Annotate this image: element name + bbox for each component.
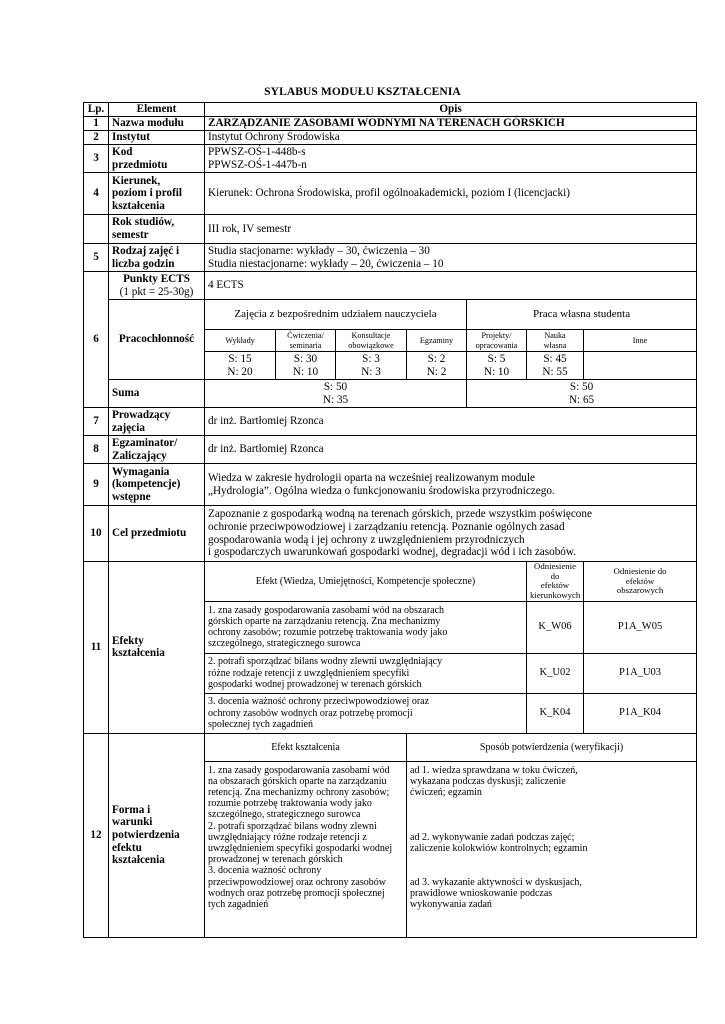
hours-extramural: Studia niestacjonarne: wykłady – 20, ćwiczenia – 10 [208,257,444,270]
element-line: Rok studiów, [112,216,175,229]
element-line: Kierunek, [112,174,161,187]
element-line: efektu [112,841,142,854]
header-opis: Opis [205,103,697,117]
text-line: ad 1. wiedza sprawdzana w toku ćwiczeń, [410,764,578,776]
text-line: 1. zna zasady gospodarowania zasobami wód na obszarach [208,604,445,616]
text-line: ochronie przeciwpowodziowej i zarządzaniu retencją. Poznanie ogólnych zasad [208,520,565,533]
text-line: retencją. Zna mechanizmy ochrony zasobów; [208,787,390,799]
val-s: S: 5 [487,352,506,365]
verification-method-header: Sposób potwierdzenia (weryfikacji) [407,733,697,761]
col-label: Nauka [544,331,566,341]
objective-value [205,506,697,562]
text-line: 2. potrafi sporządzać bilans wodny zlewni uwzględniający [208,656,443,668]
val-n: N: 20 [227,365,253,378]
val-consultations [336,352,407,380]
row-lp: 10 [84,506,109,562]
val-n: N: 3 [361,365,381,378]
row-lp: 1 [84,117,109,131]
hours-stationary: Studia stacjonarne: wykłady – 30, ćwiczenia – 30 [208,244,430,257]
header-line: obszarowych [616,585,664,596]
row-lp: 2 [84,131,109,145]
col-label: Egzaminy [419,335,454,345]
examiner-value: dr inż. Bartłomiej Rzonca [205,436,697,464]
row-element: Instytut [109,131,205,145]
row-ects [84,272,697,300]
col-label: obowiązkowe [348,340,394,350]
text-line: ochrony zasobów wodnych oraz potrzebę promocji [208,707,413,719]
row-class-type [84,244,697,272]
element-line: Punkty ECTS [123,272,190,285]
col-label-projects [467,330,527,352]
text-line: prawidłowe wnioskowanie podczas [410,887,553,899]
text-line: szczególnego, strategicznego surowca [208,638,361,650]
row-element [109,436,205,464]
header-line: kierunkowych [530,590,581,601]
row-lp: 6 [84,300,109,380]
val-s: S: 30 [293,352,318,365]
element-line: wstępne [112,490,151,503]
text-line: przeciwpowodziowej oraz ochrony zasobów [208,876,386,888]
val-exercises [276,352,336,380]
ects-value: 4 ECTS [205,272,697,300]
row-element [109,145,205,173]
text-line: 3. docenia ważność ochrony [208,865,322,877]
row-outcomes-header [84,562,697,602]
text-line: szczególnego, strategicznego surowca [208,809,361,821]
element-line: Kod [112,145,133,158]
row-prerequisites [84,464,697,506]
sum-own-n: N: 65 [568,393,595,406]
class-type-value [205,244,697,272]
text-line: ćwiczeń; egzamin [410,787,482,799]
col-label-exams [407,330,467,352]
row-lp-empty [84,272,109,300]
year-value: III rok, IV semestr [205,215,697,244]
code-stationary: PPWSZ-OŚ-1-448b-s [208,145,306,158]
verification-effects [205,761,407,937]
header-line: efektów [625,575,655,586]
element-line: Zaliczający [112,449,167,462]
col-label: Ćwiczenia/ [287,331,324,341]
sum-own [467,380,697,408]
row-objective [84,506,697,562]
row-verification-header [84,733,697,761]
header-lp: Lp. [84,103,109,117]
col-label: seminaria [289,340,322,350]
sum-contact [205,380,467,408]
row-element [109,244,205,272]
text-line: na obszarach górskich oparte na zarządzaniu [208,775,387,787]
col-label-self-study [527,330,584,352]
element-line: kształcenia [112,854,165,867]
module-name-value: ZARZĄDZANIE ZASOBAMI WODNYMI NA TERENACH GÓRSKICH [205,117,697,131]
val-s: S: 2 [427,352,446,365]
text-line: 1. zna zasady gospodarowania zasobami wód [208,764,390,776]
text-line: Zapoznanie z gospodarką wodną na terenach górskich, przede wszystkim poświęcone [208,508,592,521]
header-line: Odniesienie do [533,561,577,581]
text-line: 3. docenia ważność ochrony przeciwpowodziowej oraz [208,696,430,708]
val-n: N: 2 [426,365,447,378]
text-line: wykonywania zadań [410,898,492,910]
element-line: warunki [112,816,153,829]
sum-contact-n: N: 35 [322,393,349,406]
element-line: (kompetencje) [112,478,181,491]
outcome-kier: K_U02 [527,653,584,693]
row-lecturer [84,408,697,436]
element-line: Forma i [112,803,151,816]
outcome-kier: K_K04 [527,693,584,733]
row-element [109,562,205,734]
col-label: Wykłady [225,335,255,345]
text-line: wodnych oraz potrzebę promocji społecznej [208,887,385,899]
outcome-text [205,601,527,653]
row-examiner [84,436,697,464]
element-line: Prowadzący [112,408,171,421]
outcome-kier-header [527,562,584,602]
element-line: Efekty [112,634,144,647]
text-line: gospodarki wodnej prowadzonej w terenach górskich [208,678,422,690]
text-line: ad 3. wykazanie aktywności w dyskusjach, [410,876,582,888]
code-value [205,145,697,173]
val-lectures [205,352,276,380]
row-lp: 12 [84,733,109,937]
element-line: Wymagania [112,465,170,478]
outcome-text [205,693,527,733]
col-label-lectures [205,330,276,352]
row-element [109,733,205,937]
row-field [84,173,697,215]
text-line: różne rodzaje retencji z uwzględnieniem specyfiki [208,667,410,679]
group-contact-hours: Zajęcia z bezpośrednim udziałem nauczyciela [205,300,467,330]
row-lp: 8 [84,436,109,464]
verification-methods [407,761,697,937]
row-element: Nazwa modułu [109,117,205,131]
outcome-obsz: P1A_W05 [584,601,697,653]
document-title: SYLABUS MODUŁU KSZTAŁCENIA [264,86,461,98]
outcome-obsz: P1A_K04 [584,693,697,733]
val-s: S: 3 [362,352,380,365]
element-line: (1 pkt = 25-30g) [119,285,194,298]
text-line: zaliczenie kolokwiów kontrolnych; egzamin [410,843,588,854]
group-own-work: Praca własna studenta [467,300,697,330]
col-label: własna [543,340,567,350]
row-code [84,145,697,173]
sum-label: Suma [109,380,205,408]
outcome-effect-header: Efekt (Wiedza, Umiejętności, Kompetencje społeczne) [205,562,527,602]
code-extramural: PPWSZ-OŚ-1-447b-n [208,158,307,171]
val-n: N: 10 [483,365,510,378]
text-line: Wiedza w zakresie hydrologii oparta na wcześniej realizowanym module [208,471,535,484]
outcome-text [205,653,527,693]
text-line: ochrony zasobów; rozumie potrzebę traktowania wody jako [208,627,448,639]
row-lp-empty [84,215,109,244]
row-workload-groups [84,300,697,330]
element-line: poziom i profil [112,187,183,200]
val-self-study [527,352,584,380]
element-line: zajęcia [112,421,145,434]
row-workload-sum [84,380,697,408]
outcome-obsz: P1A_U03 [584,653,697,693]
col-label: opracowania [475,340,518,350]
val-n: N: 10 [292,365,319,378]
text-line: 2. potrafi sporządzać bilans wodny zlewni [208,820,377,832]
val-projects [467,352,527,380]
element-line: kształcenia [112,647,165,660]
element-line: kształcenia [112,199,165,212]
row-year [84,215,697,244]
row-lp: 7 [84,408,109,436]
element-line: Rodzaj zajęć i [112,244,180,257]
header-element: Element [109,103,205,117]
header-line: Odniesienie do [613,565,667,576]
outcome-obsz-header [584,562,697,602]
element-line: Egzaminator/ [112,436,178,449]
element-line: semestr [112,229,149,241]
val-s: S: 45 [543,352,567,365]
val-n: N: 55 [542,365,568,378]
element-line: liczba godzin [112,257,175,270]
text-line: górskich oparte na zarządzaniu retencją. Zna mechanizmy [208,616,441,627]
col-label: Inne [632,335,648,345]
text-line: tych zagadnień [208,898,269,910]
text-line: wykazana podczas dyskusji; zaliczenie [410,775,566,787]
header-row [84,103,697,117]
col-label-exercises [276,330,336,352]
sum-contact-s: S: 50 [323,380,348,393]
element-line: przedmiotu [112,158,168,171]
row-institute [84,131,697,145]
text-line: uwzględniający różne rodzaje retencji z [208,831,367,843]
text-line: rozumie potrzebę traktowania wody jako [208,798,372,810]
row-lp: 4 [84,173,109,215]
institute-value: Instytut Ochrony Środowiska [205,131,697,145]
element-line: potwierdzenia [112,828,180,841]
text-line: społecznej tych zagadnień [208,718,313,730]
field-value: Kierunek: Ochrona Środowiska, profil ogólnoakademicki, poziom I (licencjacki) [205,173,697,215]
row-element [109,408,205,436]
row-element [109,272,205,300]
row-element: Pracochłonność [109,300,205,380]
row-lp-empty [84,380,109,408]
header-line: efektów [540,580,570,591]
row-element [109,215,205,244]
col-label: Konsultacje [351,331,391,341]
row-module-name [84,117,697,131]
text-line: ad 2. wykonywanie zadań podczas zajęć; [410,831,575,843]
row-lp: 9 [84,464,109,506]
row-lp: 5 [84,244,109,272]
col-label-consultations [336,330,407,352]
text-line: i gospodarczych uwarunkowań gospodarki wodnej, degradacji wód i ich zasobów. [208,546,577,559]
val-other [584,352,697,380]
col-label: Projekty/ [481,331,512,341]
row-element [109,464,205,506]
row-lp: 11 [84,562,109,734]
text-line: gospodarowania wodą i jej ochrony z uwzględnieniem przyrodniczych [208,533,525,546]
syllabus-table [83,102,697,938]
val-s: S: 15 [228,352,252,365]
col-label-other [584,330,697,352]
verification-effect-header: Efekt kształcenia [205,733,407,761]
text-line: uwzględnieniem specyfiki gospodarki wodnej [208,843,393,854]
text-line: prowadzonej w terenach górskich [208,854,343,866]
lecturer-value: dr inż. Bartłomiej Rzonca [205,408,697,436]
row-element [109,173,205,215]
prerequisites-value [205,464,697,506]
text-line: „Hydrologia”. Ogólna wiedza o funkcjonowaniu środowiska przyrodniczego. [208,484,555,497]
val-exams [407,352,467,380]
outcome-kier: K_W06 [527,601,584,653]
sum-own-s: S: 50 [569,380,594,393]
row-lp: 3 [84,145,109,173]
row-element: Cel przedmiotu [109,506,205,562]
